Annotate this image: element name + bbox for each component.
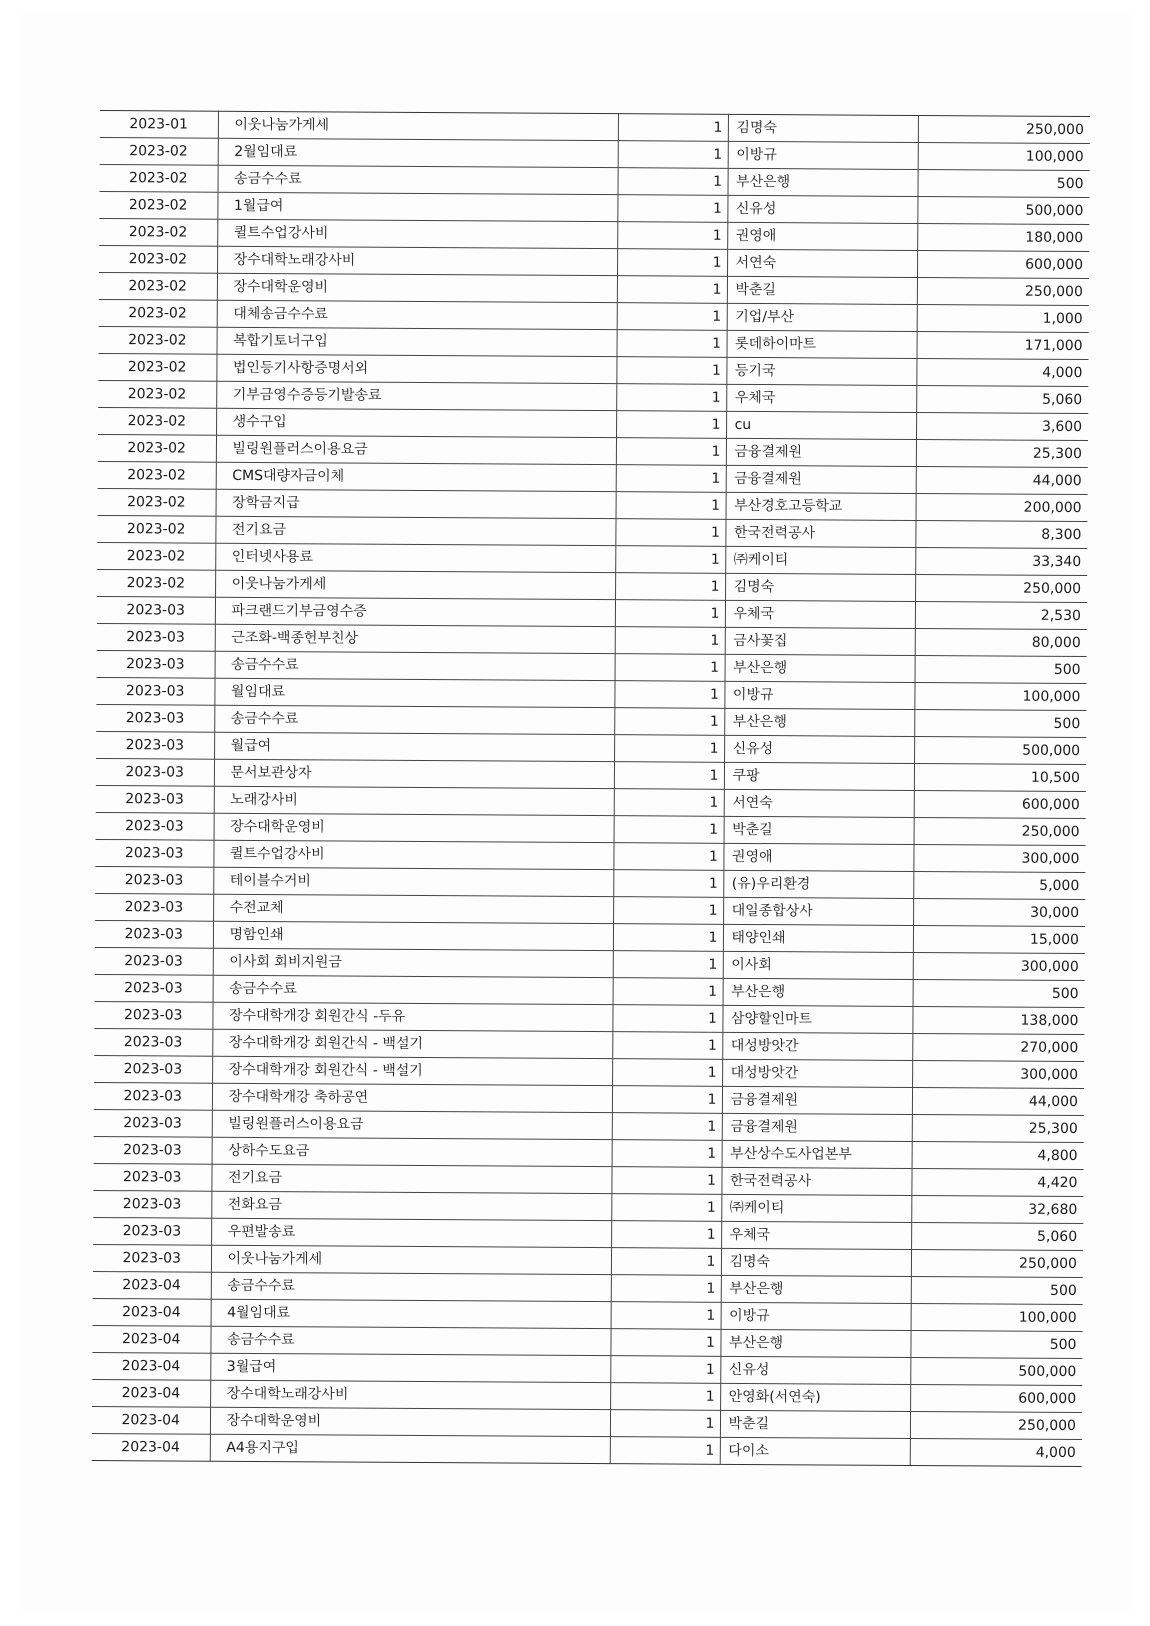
payee-cell: 다이소: [720, 1437, 910, 1465]
payee-cell: (유)우리환경: [723, 870, 913, 898]
description-cell: 장수대학개강 회원간식 -두유: [212, 1002, 612, 1031]
amount-cell: 4,000: [916, 358, 1088, 386]
amount-cell: 250,000: [918, 115, 1090, 143]
payee-cell: 롯데하이마트: [727, 330, 917, 358]
quantity-cell: 1: [614, 816, 724, 844]
date-cell: 2023-02: [99, 218, 217, 246]
quantity-cell: 1: [618, 114, 728, 142]
description-cell: 월급여: [214, 732, 614, 761]
payee-cell: 우체국: [725, 600, 915, 628]
payee-cell: 대성방앗간: [722, 1032, 912, 1060]
payee-cell: 박춘길: [720, 1410, 910, 1438]
quantity-cell: 1: [611, 1248, 721, 1276]
amount-cell: 300,000: [913, 952, 1085, 980]
quantity-cell: 1: [616, 438, 726, 466]
description-cell: 퀼트수업강사비: [213, 840, 613, 869]
payee-cell: 신유성: [724, 735, 914, 763]
date-cell: 2023-04: [92, 1433, 210, 1461]
description-cell: 수전교체: [213, 894, 613, 923]
date-cell: 2023-04: [93, 1271, 211, 1299]
payee-cell: 부산은행: [723, 978, 913, 1006]
quantity-cell: 1: [615, 546, 725, 574]
quantity-cell: 1: [614, 708, 724, 736]
quantity-cell: 1: [612, 1059, 722, 1087]
payee-cell: 부산상수도사업본부: [722, 1140, 912, 1168]
amount-cell: 270,000: [912, 1033, 1084, 1061]
amount-cell: 180,000: [917, 223, 1089, 251]
quantity-cell: 1: [616, 357, 726, 385]
quantity-cell: 1: [614, 762, 724, 790]
payee-cell: 박춘길: [727, 276, 917, 304]
description-cell: 기부금영수증등기발송료: [216, 381, 616, 410]
description-cell: 전화요금: [211, 1191, 611, 1220]
payee-cell: 삼양할인마트: [722, 1005, 912, 1033]
payee-cell: 권영애: [727, 222, 917, 250]
payee-cell: 이방규: [728, 141, 918, 169]
quantity-cell: 1: [612, 1032, 722, 1060]
description-cell: 장수대학운영비: [210, 1407, 610, 1436]
date-cell: 2023-03: [97, 623, 215, 651]
payee-cell: 한국전력공사: [721, 1167, 911, 1195]
date-cell: 2023-02: [97, 569, 215, 597]
amount-cell: 2,530: [915, 601, 1087, 629]
date-cell: 2023-03: [96, 785, 214, 813]
date-cell: 2023-04: [92, 1406, 210, 1434]
description-cell: 우편발송료: [211, 1218, 611, 1247]
description-cell: 장수대학개강 회원간식 - 백설기: [212, 1029, 612, 1058]
quantity-cell: 1: [613, 951, 723, 979]
quantity-cell: 1: [611, 1221, 721, 1249]
quantity-cell: 1: [616, 492, 726, 520]
payee-cell: 김명숙: [728, 114, 918, 142]
payee-cell: 박춘길: [724, 816, 914, 844]
quantity-cell: 1: [613, 897, 723, 925]
quantity-cell: 1: [617, 222, 727, 250]
description-cell: 이웃나눔가게세: [211, 1245, 611, 1274]
description-cell: 문서보관상자: [214, 759, 614, 788]
date-cell: 2023-02: [98, 353, 216, 381]
amount-cell: 500: [911, 1276, 1083, 1304]
payee-cell: 김명숙: [725, 573, 915, 601]
payee-cell: 대일종합상사: [723, 897, 913, 925]
quantity-cell: 1: [611, 1275, 721, 1303]
amount-cell: 500,000: [910, 1357, 1082, 1385]
quantity-cell: 1: [615, 573, 725, 601]
date-cell: 2023-02: [98, 434, 216, 462]
description-cell: 장수대학개강 축하공연: [212, 1083, 612, 1112]
payee-cell: 부산은행: [725, 654, 915, 682]
date-cell: 2023-02: [99, 299, 217, 327]
description-cell: 전기요금: [215, 516, 615, 545]
payee-cell: 이사회: [723, 951, 913, 979]
description-cell: 생수구입: [216, 408, 616, 437]
date-cell: 2023-02: [97, 515, 215, 543]
description-cell: 빌링원플러스이용요금: [216, 435, 616, 464]
description-cell: 장수대학개강 회원간식 - 백설기: [212, 1056, 612, 1085]
payee-cell: 금융결제원: [722, 1113, 912, 1141]
amount-cell: 250,000: [911, 1249, 1083, 1277]
description-cell: 송금수수료: [211, 1272, 611, 1301]
date-cell: 2023-03: [96, 758, 214, 786]
date-cell: 2023-03: [95, 947, 213, 975]
payee-cell: 우체국: [726, 384, 916, 412]
date-cell: 2023-02: [99, 245, 217, 273]
quantity-cell: 1: [615, 600, 725, 628]
payee-cell: 쿠팡: [724, 762, 914, 790]
description-cell: 복합기토너구입: [217, 327, 617, 356]
date-cell: 2023-03: [93, 1217, 211, 1245]
quantity-cell: 1: [611, 1302, 721, 1330]
payee-cell: 부산은행: [721, 1275, 911, 1303]
quantity-cell: 1: [617, 168, 727, 196]
payee-cell: 등기국: [726, 357, 916, 385]
description-cell: 장수대학노래강사비: [217, 246, 617, 275]
date-cell: 2023-03: [94, 1055, 212, 1083]
expense-ledger-table: [92, 110, 1090, 1467]
amount-cell: 3,600: [916, 412, 1088, 440]
description-cell: 대체송금수수료: [217, 300, 617, 329]
description-cell: 빌링원플러스이용요금: [212, 1110, 612, 1139]
amount-cell: 500: [913, 979, 1085, 1007]
description-cell: 장수대학운영비: [214, 813, 614, 842]
payee-cell: 금사꽃집: [725, 627, 915, 655]
amount-cell: 500: [914, 709, 1086, 737]
payee-cell: 우체국: [721, 1221, 911, 1249]
amount-cell: 80,000: [915, 628, 1087, 656]
date-cell: 2023-02: [98, 407, 216, 435]
date-cell: 2023-02: [98, 461, 216, 489]
date-cell: 2023-03: [95, 920, 213, 948]
quantity-cell: 1: [610, 1383, 720, 1411]
description-cell: 장수대학노래강사비: [210, 1380, 610, 1409]
date-cell: 2023-04: [92, 1379, 210, 1407]
description-cell: 법인등기사항증명서외: [216, 354, 616, 383]
description-cell: 월임대료: [214, 678, 614, 707]
quantity-cell: 1: [610, 1329, 720, 1357]
amount-cell: 600,000: [910, 1384, 1082, 1412]
payee-cell: ㈜케이티: [721, 1194, 911, 1222]
amount-cell: 300,000: [913, 844, 1085, 872]
payee-cell: 부산은행: [720, 1329, 910, 1357]
quantity-cell: 1: [614, 735, 724, 763]
quantity-cell: 1: [612, 1086, 722, 1114]
amount-cell: 5,060: [911, 1222, 1083, 1250]
quantity-cell: 1: [613, 843, 723, 871]
amount-cell: 5,060: [916, 385, 1088, 413]
amount-cell: 600,000: [917, 250, 1089, 278]
amount-cell: 100,000: [918, 142, 1090, 170]
quantity-cell: 1: [617, 330, 727, 358]
amount-cell: 250,000: [910, 1411, 1082, 1439]
payee-cell: 권영애: [723, 843, 913, 871]
amount-cell: 500: [917, 169, 1089, 197]
date-cell: 2023-02: [100, 164, 218, 192]
quantity-cell: 1: [615, 627, 725, 655]
amount-cell: 25,300: [916, 439, 1088, 467]
date-cell: 2023-02: [99, 272, 217, 300]
description-cell: 이웃나눔가게세: [215, 570, 615, 599]
quantity-cell: 1: [611, 1194, 721, 1222]
date-cell: 2023-02: [100, 137, 218, 165]
description-cell: 근조화-백종헌부친상: [215, 624, 615, 653]
payee-cell: 이방규: [721, 1302, 911, 1330]
payee-cell: 안영화(서연숙): [720, 1383, 910, 1411]
payee-cell: 서연숙: [727, 249, 917, 277]
description-cell: 2월임대료: [218, 138, 618, 167]
amount-cell: 300,000: [912, 1060, 1084, 1088]
description-cell: 이웃나눔가게세: [218, 111, 618, 140]
description-cell: 송금수수료: [215, 651, 615, 680]
amount-cell: 250,000: [917, 277, 1089, 305]
quantity-cell: 1: [617, 195, 727, 223]
date-cell: 2023-03: [94, 1001, 212, 1029]
date-cell: 2023-02: [99, 326, 217, 354]
date-cell: 2023-03: [96, 677, 214, 705]
quantity-cell: 1: [612, 1113, 722, 1141]
quantity-cell: 1: [614, 681, 724, 709]
amount-cell: 4,000: [910, 1438, 1082, 1466]
quantity-cell: 1: [616, 465, 726, 493]
amount-cell: 4,800: [912, 1141, 1084, 1169]
amount-cell: 250,000: [914, 817, 1086, 845]
description-cell: 장수대학운영비: [217, 273, 617, 302]
date-cell: 2023-03: [96, 812, 214, 840]
date-cell: 2023-04: [92, 1325, 210, 1353]
amount-cell: 500,000: [917, 196, 1089, 224]
quantity-cell: 1: [614, 789, 724, 817]
quantity-cell: 1: [613, 978, 723, 1006]
payee-cell: 이방규: [724, 681, 914, 709]
amount-cell: 44,000: [916, 466, 1088, 494]
amount-cell: 5,000: [913, 871, 1085, 899]
quantity-cell: 1: [611, 1167, 721, 1195]
amount-cell: 25,300: [912, 1114, 1084, 1142]
table-row: [92, 1433, 1082, 1466]
payee-cell: 부산경호고등학교: [726, 492, 916, 520]
payee-cell: 금융결제원: [726, 438, 916, 466]
date-cell: 2023-03: [93, 1244, 211, 1272]
quantity-cell: 1: [617, 303, 727, 331]
amount-cell: 10,500: [914, 763, 1086, 791]
payee-cell: 신유성: [727, 195, 917, 223]
description-cell: 상하수도요금: [212, 1137, 612, 1166]
amount-cell: 100,000: [911, 1303, 1083, 1331]
quantity-cell: 1: [613, 924, 723, 952]
date-cell: 2023-03: [94, 1082, 212, 1110]
quantity-cell: 1: [612, 1005, 722, 1033]
date-cell: 2023-02: [98, 488, 216, 516]
amount-cell: 30,000: [913, 898, 1085, 926]
description-cell: 1월급여: [217, 192, 617, 221]
payee-cell: cu: [726, 411, 916, 439]
payee-cell: 부산은행: [724, 708, 914, 736]
ledger-body: [92, 110, 1090, 1466]
description-cell: 퀼트수업강사비: [217, 219, 617, 248]
quantity-cell: 1: [618, 141, 728, 169]
description-cell: 3월급여: [210, 1353, 610, 1382]
payee-cell: 부산은행: [727, 168, 917, 196]
amount-cell: 171,000: [916, 331, 1088, 359]
date-cell: 2023-03: [97, 596, 215, 624]
quantity-cell: 1: [616, 411, 726, 439]
date-cell: 2023-04: [93, 1298, 211, 1326]
amount-cell: 100,000: [914, 682, 1086, 710]
date-cell: 2023-03: [95, 866, 213, 894]
date-cell: 2023-02: [99, 191, 217, 219]
date-cell: 2023-03: [93, 1163, 211, 1191]
description-cell: 송금수수료: [213, 975, 613, 1004]
description-cell: 장학금지급: [216, 489, 616, 518]
date-cell: 2023-03: [97, 650, 215, 678]
payee-cell: 금융결제원: [722, 1086, 912, 1114]
quantity-cell: 1: [610, 1356, 720, 1384]
date-cell: 2023-03: [95, 839, 213, 867]
amount-cell: 8,300: [915, 520, 1087, 548]
amount-cell: 600,000: [914, 790, 1086, 818]
description-cell: 송금수수료: [217, 165, 617, 194]
date-cell: 2023-03: [93, 1190, 211, 1218]
date-cell: 2023-02: [98, 380, 216, 408]
date-cell: 2023-04: [92, 1352, 210, 1380]
description-cell: 4월임대료: [211, 1299, 611, 1328]
date-cell: 2023-03: [94, 1136, 212, 1164]
description-cell: 명함인쇄: [213, 921, 613, 950]
payee-cell: 김명숙: [721, 1248, 911, 1276]
payee-cell: 서연숙: [724, 789, 914, 817]
payee-cell: 한국전력공사: [725, 519, 915, 547]
amount-cell: 500,000: [914, 736, 1086, 764]
amount-cell: 500: [915, 655, 1087, 683]
date-cell: 2023-03: [96, 731, 214, 759]
amount-cell: 4,420: [911, 1168, 1083, 1196]
payee-cell: 기업/부산: [727, 303, 917, 331]
description-cell: 노래강사비: [214, 786, 614, 815]
description-cell: CMS대량자금이체: [216, 462, 616, 491]
payee-cell: 대성방앗간: [722, 1059, 912, 1087]
date-cell: 2023-03: [94, 1109, 212, 1137]
amount-cell: 15,000: [913, 925, 1085, 953]
description-cell: 인터넷사용료: [215, 543, 615, 572]
quantity-cell: 1: [617, 249, 727, 277]
quantity-cell: 1: [616, 384, 726, 412]
payee-cell: 태양인쇄: [723, 924, 913, 952]
description-cell: 이사회 회비지원금: [213, 948, 613, 977]
date-cell: 2023-03: [95, 974, 213, 1002]
description-cell: 테이블수거비: [213, 867, 613, 896]
quantity-cell: 1: [610, 1437, 720, 1465]
amount-cell: 138,000: [912, 1006, 1084, 1034]
date-cell: 2023-03: [96, 704, 214, 732]
amount-cell: 250,000: [915, 574, 1087, 602]
amount-cell: 1,000: [917, 304, 1089, 332]
date-cell: 2023-03: [94, 1028, 212, 1056]
description-cell: 전기요금: [211, 1164, 611, 1193]
amount-cell: 33,340: [915, 547, 1087, 575]
quantity-cell: 1: [613, 870, 723, 898]
description-cell: 송금수수료: [214, 705, 614, 734]
date-cell: 2023-01: [100, 110, 218, 138]
payee-cell: 금융결제원: [726, 465, 916, 493]
quantity-cell: 1: [615, 654, 725, 682]
quantity-cell: 1: [617, 276, 727, 304]
amount-cell: 500: [910, 1330, 1082, 1358]
date-cell: 2023-03: [95, 893, 213, 921]
quantity-cell: 1: [612, 1140, 722, 1168]
amount-cell: 32,680: [911, 1195, 1083, 1223]
payee-cell: 신유성: [720, 1356, 910, 1384]
date-cell: 2023-02: [97, 542, 215, 570]
quantity-cell: 1: [610, 1410, 720, 1438]
quantity-cell: 1: [615, 519, 725, 547]
description-cell: A4용지구입: [210, 1434, 610, 1463]
payee-cell: ㈜케이티: [725, 546, 915, 574]
amount-cell: 200,000: [916, 493, 1088, 521]
description-cell: 파크랜드기부금영수증: [215, 597, 615, 626]
amount-cell: 44,000: [912, 1087, 1084, 1115]
description-cell: 송금수수료: [210, 1326, 610, 1355]
